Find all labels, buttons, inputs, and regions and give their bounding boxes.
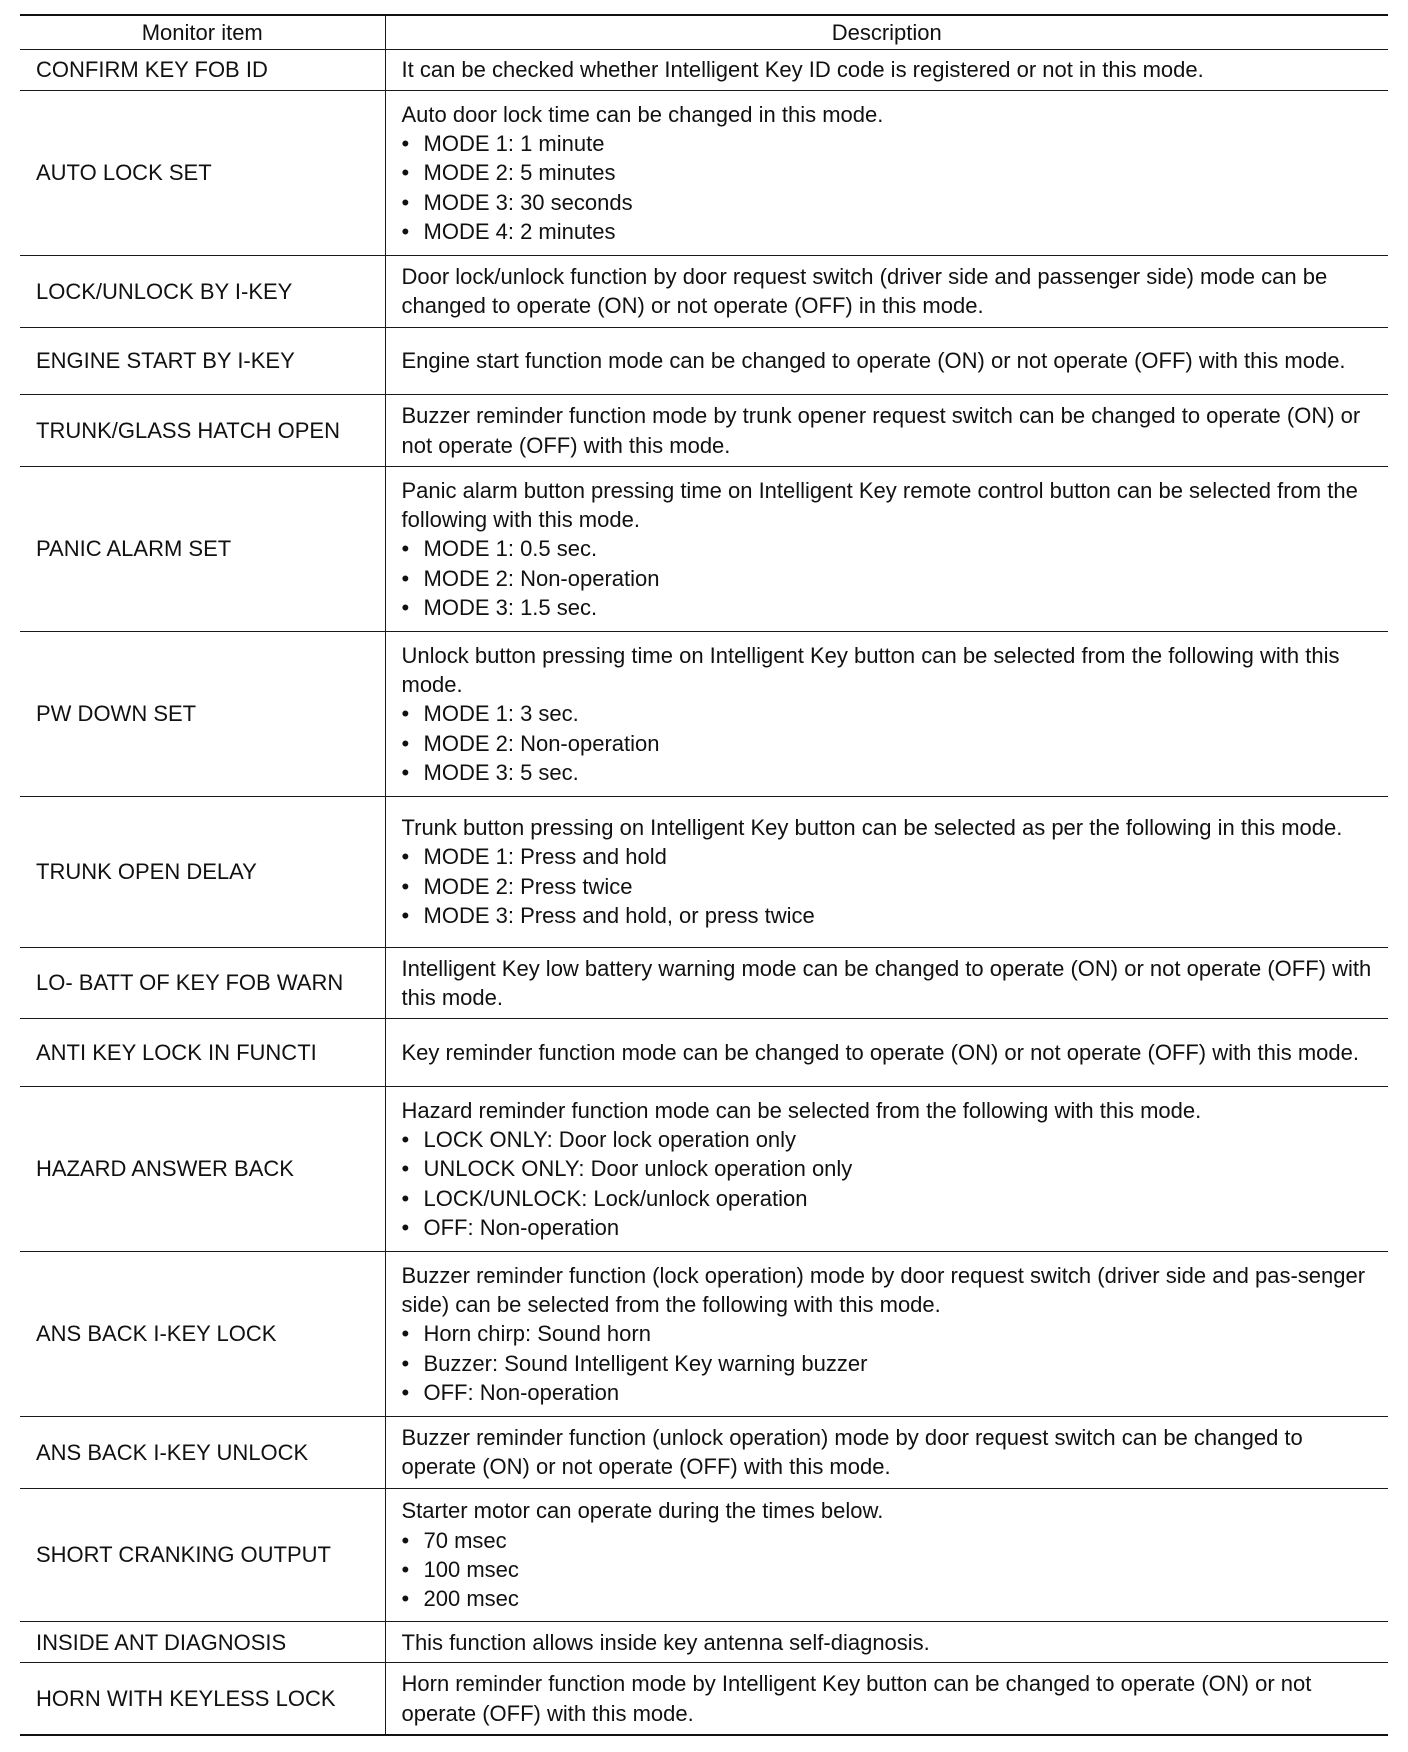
bullet-item: • Horn chirp: Sound horn (402, 1319, 1375, 1348)
monitor-item-cell: INSIDE ANT DIAGNOSIS (20, 1622, 385, 1663)
description-cell (385, 90, 1388, 255)
description-text: Panic alarm button pressing time on Intelligent Key remote control button can be selected from the following with this mode. (401, 477, 1358, 533)
description-cell (385, 1087, 1388, 1252)
description-text: Buzzer reminder function (lock operation) mode by door request switch (driver side and pas-senger side) can be selected from the following with this mode. (401, 1262, 1366, 1318)
description-cell (385, 467, 1388, 632)
table-row (20, 1663, 1388, 1735)
table-row (20, 947, 1388, 1019)
description-text: Buzzer reminder function (unlock operation) mode by door request switch can be changed to operate (ON) or not operate (OFF) with this mode. (401, 1425, 1303, 1480)
bullet-item: • 100 msec (402, 1555, 1375, 1584)
table-row (20, 796, 1388, 947)
description-cell (385, 947, 1388, 1019)
description-cell (385, 255, 1388, 327)
description-text: Starter motor can operate during the times below. (401, 1498, 884, 1524)
description-text: Buzzer reminder function mode by trunk opener request switch can be changed to operate (ON) or not operate (OFF) with this mode. (401, 403, 1361, 458)
table-row (20, 1019, 1388, 1087)
monitor-item-cell: ANS BACK I-KEY UNLOCK (20, 1416, 385, 1488)
description-bullet-list (402, 842, 1375, 930)
description-text: Intelligent Key low battery warning mode can be changed to operate (ON) or not operate (OFF) with this mode. (401, 955, 1372, 1010)
bullet-item: • MODE 3: 30 seconds (402, 188, 1375, 217)
bullet-item: • MODE 3: 1.5 sec. (402, 593, 1375, 622)
bullet-item: • MODE 1: 1 minute (402, 129, 1375, 158)
bullet-item: • MODE 1: Press and hold (402, 842, 1375, 871)
bullet-item: • MODE 2: Press twice (402, 872, 1375, 901)
table-row (20, 1622, 1388, 1663)
monitor-item-cell: TRUNK OPEN DELAY (20, 796, 385, 947)
monitor-item-cell: LOCK/UNLOCK BY I-KEY (20, 255, 385, 327)
monitor-item-cell: ANTI KEY LOCK IN FUNCTI (20, 1019, 385, 1087)
table-row (20, 395, 1388, 467)
table-body (20, 50, 1388, 1735)
table-row (20, 632, 1388, 797)
bullet-item: • MODE 1: 3 sec. (402, 699, 1375, 728)
description-cell (385, 1252, 1388, 1417)
bullet-item: • MODE 2: Non-operation (402, 564, 1375, 593)
description-text: It can be checked whether Intelligent Key ID code is registered or not in this mode. (401, 57, 1204, 83)
description-text: Key reminder function mode can be changed to operate (ON) or not operate (OFF) with this mode. (401, 1040, 1359, 1066)
monitor-item-cell: HORN WITH KEYLESS LOCK (20, 1663, 385, 1735)
description-cell (385, 1622, 1388, 1663)
description-text: Auto door lock time can be changed in this mode. (401, 101, 884, 127)
description-cell (385, 1488, 1388, 1622)
monitor-item-cell: HAZARD ANSWER BACK (20, 1087, 385, 1252)
table-row (20, 1416, 1388, 1488)
description-cell (385, 50, 1388, 91)
description-bullet-list (402, 534, 1375, 622)
header-description: Description (385, 15, 1388, 50)
bullet-item: • OFF: Non-operation (402, 1213, 1375, 1242)
description-text: This function allows inside key antenna self-diagnosis. (401, 1629, 930, 1655)
bullet-item: • 200 msec (402, 1584, 1375, 1613)
monitor-item-table (20, 14, 1388, 1736)
table-row (20, 255, 1388, 327)
bullet-item: • MODE 4: 2 minutes (402, 217, 1375, 246)
table-row (20, 1087, 1388, 1252)
monitor-item-cell: TRUNK/GLASS HATCH OPEN (20, 395, 385, 467)
table-row (20, 467, 1388, 632)
bullet-item: • MODE 3: 5 sec. (402, 758, 1375, 787)
description-text: Engine start function mode can be changed to operate (ON) or not operate (OFF) with this mode. (401, 348, 1346, 374)
monitor-item-cell: SHORT CRANKING OUTPUT (20, 1488, 385, 1622)
bullet-item: • MODE 2: 5 minutes (402, 158, 1375, 187)
document-page (20, 14, 1388, 1736)
description-cell (385, 327, 1388, 395)
description-bullet-list (402, 1319, 1375, 1407)
description-cell (385, 1019, 1388, 1087)
bullet-item: • LOCK ONLY: Door lock operation only (402, 1125, 1375, 1154)
table-row (20, 1488, 1388, 1622)
description-bullet-list (402, 129, 1375, 246)
description-bullet-list (402, 1526, 1375, 1614)
description-text: Trunk button pressing on Intelligent Key button can be selected as per the following in this mode. (401, 815, 1343, 841)
description-cell (385, 395, 1388, 467)
description-bullet-list (402, 1125, 1375, 1242)
monitor-item-cell: CONFIRM KEY FOB ID (20, 50, 385, 91)
table-row (20, 50, 1388, 91)
table-row (20, 327, 1388, 395)
monitor-item-cell: ANS BACK I-KEY LOCK (20, 1252, 385, 1417)
description-text: Hazard reminder function mode can be selected from the following with this mode. (401, 1097, 1202, 1123)
monitor-item-cell: PW DOWN SET (20, 632, 385, 797)
bullet-item: • OFF: Non-operation (402, 1378, 1375, 1407)
bullet-item: • 70 msec (402, 1526, 1375, 1555)
description-cell (385, 632, 1388, 797)
header-monitor-item: Monitor item (20, 15, 385, 50)
description-text: Unlock button pressing time on Intelligent Key button can be selected from the following with this mode. (401, 642, 1340, 698)
bullet-item: • LOCK/UNLOCK: Lock/unlock operation (402, 1184, 1375, 1213)
bullet-item: • MODE 2: Non-operation (402, 729, 1375, 758)
description-cell (385, 796, 1388, 947)
monitor-item-cell: ENGINE START BY I-KEY (20, 327, 385, 395)
bullet-item: • MODE 1: 0.5 sec. (402, 534, 1375, 563)
description-text: Horn reminder function mode by Intelligent Key button can be changed to operate (ON) or not operate (OFF) with this mode. (401, 1671, 1312, 1726)
description-text: Door lock/unlock function by door request switch (driver side and passenger side) mode can be changed to operate (ON) or not operate (OFF) in this mode. (401, 263, 1328, 319)
bullet-item: • Buzzer: Sound Intelligent Key warning buzzer (402, 1349, 1375, 1378)
monitor-item-cell: LO- BATT OF KEY FOB WARN (20, 947, 385, 1019)
table-row (20, 90, 1388, 255)
bullet-item: • MODE 3: Press and hold, or press twice (402, 901, 1375, 930)
monitor-item-cell: AUTO LOCK SET (20, 90, 385, 255)
table-header-row (20, 15, 1388, 50)
description-cell (385, 1416, 1388, 1488)
bullet-item: • UNLOCK ONLY: Door unlock operation only (402, 1154, 1375, 1183)
table-row (20, 1252, 1388, 1417)
description-cell (385, 1663, 1388, 1735)
description-bullet-list (402, 699, 1375, 787)
monitor-item-cell: PANIC ALARM SET (20, 467, 385, 632)
